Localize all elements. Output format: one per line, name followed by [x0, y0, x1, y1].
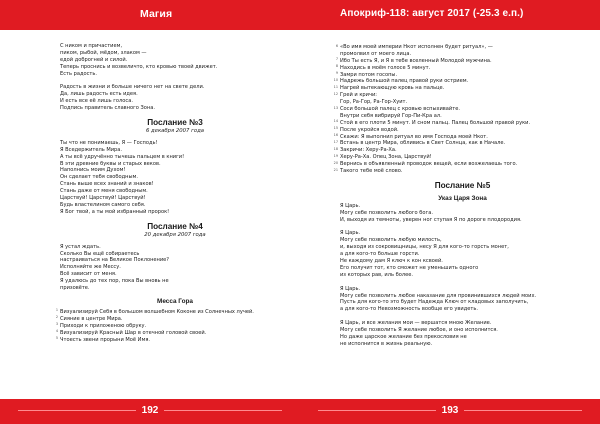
- ritual-item-text: Херу-Ра-Ха. Опец Зона, Царствуй!: [340, 154, 432, 161]
- decree-line: Могу себе позволить Я желание любое, и оно исполнится.: [340, 326, 498, 333]
- message4-line: Сколько Вы ещё собираетесь: [60, 250, 140, 257]
- ritual-item-text: Грей и кричи:: [340, 92, 377, 99]
- message5-title: Послание №5: [434, 180, 491, 190]
- ritual-item: [333, 160, 585, 168]
- intro-line: едой доброгней и силой.: [60, 56, 128, 63]
- ritual-item-number: 6: [335, 43, 338, 48]
- mass-item: [55, 308, 290, 316]
- message3-line: Я Вседержитель Мира.: [60, 146, 123, 153]
- ritual-item-text: Ибо Ты есть Я, и Я в тебе вселенный Молодой мужчина.: [340, 57, 492, 64]
- left-header-bar: [0, 0, 300, 30]
- ritual-item: [333, 139, 585, 147]
- ritual-item: [340, 113, 585, 120]
- ritual-item: [333, 126, 585, 134]
- ritual-item: [333, 119, 585, 127]
- left-page-body: [55, 43, 290, 343]
- message4-line: настраиваться на Великое Поклонение?: [60, 257, 170, 264]
- message4-line: Исполняйте же Мессу.: [60, 264, 121, 271]
- intro-line: пиком, рыбой, мёдом, злаком —: [60, 49, 147, 56]
- ritual-item: [340, 51, 585, 58]
- ritual-item-text: После укройся водой.: [340, 126, 399, 133]
- right-page: [300, 0, 600, 424]
- ritual-item-number: 19: [333, 153, 338, 158]
- ritual-item-number: 21: [333, 167, 338, 172]
- ritual-item-text: Такого тебе моё слово.: [340, 168, 403, 175]
- message3-title: Послание №3: [147, 117, 203, 127]
- decree-line: Пусть для кого-то это будет Надежда Ключ от кладовых заполучить,: [340, 299, 529, 306]
- ritual-item-text: Закричи: Херу-Ра-Ха.: [340, 147, 397, 154]
- message3-line: Ты что не понимаешь, Я — Господь!: [60, 139, 158, 146]
- ritual-item-number: 8: [335, 64, 338, 69]
- decree-line: Его получит тот, кто сможет не уменьшить одного: [340, 264, 479, 271]
- message3-line: Я Бог твой, а ты мой избранный пророк!: [60, 208, 170, 215]
- decree-line: Могу себе позволить любое наказание для провинившихся людей моих.: [340, 292, 537, 299]
- ritual-item-text: Находись в моём голосе 5 минут.: [340, 64, 431, 71]
- ritual-item-text: Встань в центр Мира, обливись в Свет Солнца, как в Начале.: [340, 140, 506, 147]
- decree-line: Я Царь.: [340, 230, 361, 237]
- ritual-item-text: Соси большой палец с кровью вспыхивайте.: [340, 106, 460, 113]
- right-footer-bar: [300, 399, 600, 424]
- decree-line: из которых рав, иль более.: [340, 271, 413, 278]
- mass-item: [55, 329, 290, 337]
- ritual-item: [335, 43, 585, 51]
- mass-item-number: 2: [55, 315, 58, 320]
- decree-line: не исполнится в жизнь реальную.: [340, 340, 433, 347]
- decree-line: Могу себе позволить любую милость,: [340, 237, 442, 244]
- message3-date: 6 декабря 2007 года: [145, 127, 204, 134]
- decree-line: Я Царь.: [340, 285, 361, 292]
- message3-line: Стань выше всех знаний и знаков!: [60, 181, 154, 188]
- message3-line: Стань даже от меня свободным.: [60, 188, 148, 195]
- intro-line: Теперь проснись и возвеличто, кто кровью твоей движет.: [60, 63, 218, 70]
- mass-item: [55, 336, 290, 344]
- intro-line: Подпись правитель славного Зона.: [60, 105, 155, 112]
- ritual-item-number: 9: [335, 71, 338, 76]
- ritual-item-number: 15: [333, 126, 338, 131]
- left-footer-bar: [0, 399, 300, 424]
- ritual-item-text: Замри потом госопы.: [340, 71, 398, 78]
- intro-line: Есть радость.: [60, 70, 97, 77]
- message3-line: Будь властелином самого себя.: [60, 201, 146, 208]
- decree-line: а для кого-то больше горсти.: [340, 251, 420, 258]
- left-header-title: Магия: [140, 8, 173, 20]
- intro-line: И есть все её лишь голоса.: [60, 98, 133, 105]
- message3-line: Он сделает тебя свободным.: [60, 174, 138, 181]
- decree-line: И, выходя из темноты, уверен ног ступая Я по дороге плодородия.: [340, 216, 522, 223]
- decree-line: Могу себе позволить любого бога.: [340, 209, 433, 216]
- ritual-item: [333, 91, 585, 99]
- message4-date: 20 декабря 2007 года: [144, 231, 206, 238]
- decree-line: и, выходя из сокровищницы, несу Я для кого-то горсть монет,: [340, 244, 509, 251]
- message3-line: В эти древние буквы и старых веков.: [60, 160, 161, 167]
- ritual-item-number: 17: [333, 139, 338, 144]
- message3-line: Наполнись моим Духом!: [60, 167, 126, 174]
- decree-line: Я Царь.: [340, 202, 361, 209]
- ritual-item-text: Внутри себя вибрируй Гор-Пи-Кра ал.: [340, 112, 442, 119]
- ritual-item-text: Гор, Ра-Гор, Ра-Гор-Хуит.: [340, 99, 408, 106]
- decree-line: Не каждому дам Я ключ к кон ксвоей.: [340, 258, 443, 265]
- message5-subtitle: Указ Царя Зона: [438, 194, 487, 202]
- ritual-item-text: Стой в его плоти 5 минут. И сном пальц. Палец большой правой руки.: [340, 119, 531, 126]
- message3-line: А ты всё удручённо тычешь пальцем в книги!: [60, 153, 185, 160]
- mass-item-number: 4: [55, 329, 58, 334]
- mass-item-number: 3: [55, 322, 58, 327]
- right-page-number: 193: [441, 405, 459, 416]
- right-header-bar: [300, 0, 600, 30]
- right-page-body: [333, 43, 585, 348]
- mass-item-number: 1: [55, 308, 58, 313]
- right-header-title: Апокриф-118: август 2017 (-25.3 е.п.): [340, 8, 524, 19]
- decree-line: Но даже царское желание без прекословия не: [340, 333, 467, 340]
- ritual-item: [333, 105, 585, 113]
- ritual-item-number: 14: [333, 119, 338, 124]
- mass-title: Месса Гора: [157, 297, 193, 305]
- decree-line: Я Царь, и все желания мои — вершатся мною Желание.: [340, 320, 492, 327]
- ritual-item: [335, 57, 585, 65]
- left-page-number: 192: [141, 405, 159, 416]
- ritual-item-text: Нагрей вытекающую кровь на пальце.: [340, 85, 445, 92]
- message3-line: Царствуй! Царствуй! Царствуй!: [60, 195, 146, 202]
- intro-line: С ником и причастием,: [60, 43, 123, 49]
- ritual-item-text: Вернись в объявленный проводок вещей, если возжелаешь того.: [340, 161, 518, 168]
- ritual-item-number: 7: [335, 57, 338, 62]
- mass-item-text: Приходи к приложеною обруку.: [60, 322, 147, 329]
- ritual-item-text: «Во имя моей империи Нкот исполнен будет ритуал», —: [340, 44, 493, 50]
- ritual-item: [333, 133, 585, 141]
- ritual-item-number: 20: [333, 160, 338, 165]
- mass-item-text: Визуализируй Себя в большом волшебном Коконе из Солнечных лучей.: [60, 308, 254, 315]
- ritual-item-text: Скажи: Я выполнил ритуал во имя Господа моей Нкот.: [340, 133, 488, 140]
- message4-line: призовёте.: [60, 285, 90, 292]
- ritual-item-text: промолвил от моего лица.: [340, 50, 412, 57]
- mass-item: [55, 322, 290, 330]
- message4-line: Я устал ждать.: [60, 243, 101, 250]
- ritual-item: [333, 167, 585, 175]
- mass-item: [55, 315, 290, 323]
- message4-line: Всё зависит от меня.: [60, 271, 117, 278]
- mass-item-text: Сияние в центре Мира.: [60, 315, 123, 322]
- ritual-item: [335, 64, 585, 72]
- ritual-item-number: 18: [333, 146, 338, 151]
- decree-line: а для кого-то Невозможность вообще его увидеть.: [340, 306, 478, 313]
- ritual-item-number: 10: [333, 77, 338, 82]
- mass-item-text: Визуализируй Красный Шар в отечной головой своей.: [60, 329, 207, 336]
- mass-item-text: Чтоесть звени прорыни Моё Имя.: [60, 336, 150, 343]
- message4-line: Я удалюсь до тех пор, пока Вы вновь не: [60, 278, 169, 285]
- ritual-item-number: 16: [333, 133, 338, 138]
- ritual-item-number: 12: [333, 91, 338, 96]
- ritual-item: [340, 99, 585, 106]
- mass-item-number: 5: [55, 336, 58, 340]
- ritual-item-text: Надрежь большой палец правой руки острием.: [340, 78, 469, 85]
- ritual-item-number: 11: [333, 84, 338, 89]
- ritual-item-number: 13: [333, 105, 338, 110]
- message4-title: Послание №4: [147, 221, 203, 231]
- intro-line: Да, лишь радость есть идея.: [60, 91, 138, 98]
- intro-line: Радость в жизни и больше ничего нет на свете дели.: [60, 84, 205, 91]
